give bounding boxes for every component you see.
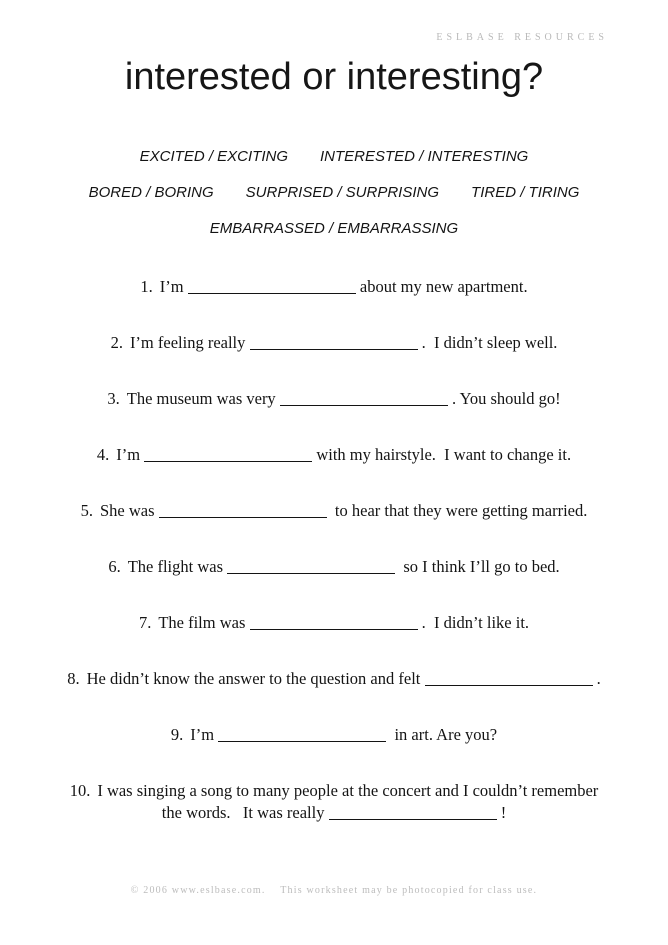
question-text: I’m <box>116 445 145 464</box>
question-number: 8. <box>67 669 80 688</box>
question-item <box>0 444 668 466</box>
word-bank <box>0 146 668 254</box>
question-number: 2. <box>110 333 123 352</box>
word-bank-pair: TIRED / TIRING <box>471 184 580 201</box>
question-item <box>0 556 668 578</box>
answer-blank <box>144 449 312 462</box>
question-text: The film was <box>158 613 250 632</box>
question-line <box>0 444 668 466</box>
question-text: I’m <box>159 277 188 296</box>
page-title: interested or interesting? <box>124 56 544 98</box>
answer-blank <box>159 505 327 518</box>
question-item <box>0 332 668 354</box>
question-text: She was <box>100 501 159 520</box>
answer-blank <box>188 281 356 294</box>
question-item <box>0 388 668 410</box>
answer-blank <box>329 807 497 820</box>
question-line <box>0 556 668 578</box>
question-text: . You should go! <box>447 389 561 408</box>
question-text: I’m <box>190 725 219 744</box>
word-bank-line <box>0 218 668 240</box>
question-line <box>0 388 668 410</box>
question-number: 9. <box>170 725 184 744</box>
question-text: I was singing a song to many people at the concert and I couldn’t remember <box>97 781 599 800</box>
question-line <box>0 802 668 824</box>
question-text: . <box>592 669 601 688</box>
question-line <box>0 500 668 522</box>
question-line <box>0 276 668 298</box>
question-line <box>0 612 668 634</box>
answer-blank <box>227 561 395 574</box>
question-text: He didn’t know the answer to the question and felt <box>86 669 425 688</box>
question-text: the words. It was really <box>161 803 329 822</box>
question-number: 5. <box>80 501 93 520</box>
word-bank-pair: INTERESTED / INTERESTING <box>320 148 529 165</box>
question-text: The museum was very <box>126 389 280 408</box>
word-bank-pair: EMBARRASSED / EMBARRASSING <box>209 220 459 237</box>
question-number: 6. <box>108 557 121 576</box>
word-bank-pair: EXCITED / EXCITING <box>139 148 288 165</box>
word-bank-line <box>0 146 668 168</box>
question-item <box>0 612 668 634</box>
questions-list <box>0 276 668 858</box>
question-number: 10. <box>69 781 91 800</box>
answer-blank <box>250 617 418 630</box>
answer-blank <box>250 337 418 350</box>
answer-blank <box>425 673 593 686</box>
question-text: with my hairstyle. I want to change it. <box>312 445 572 464</box>
question-item <box>0 780 668 824</box>
question-text: I’m feeling really <box>129 333 250 352</box>
question-number: 7. <box>138 613 152 632</box>
question-number: 1. <box>140 277 153 296</box>
footer-copyright: © 2006 www.eslbase.com. This worksheet may be photocopied for class use. <box>130 885 538 896</box>
answer-blank <box>280 393 448 406</box>
answer-blank <box>218 729 386 742</box>
brand-header: ESLBASE RESOURCES <box>436 32 608 43</box>
question-line <box>0 668 668 690</box>
question-text: so I think I’ll go to bed. <box>395 557 560 576</box>
question-text: ! <box>496 803 507 822</box>
question-item <box>0 500 668 522</box>
word-bank-pair: BORED / BORING <box>88 184 214 201</box>
question-text: . I didn’t sleep well. <box>417 333 558 352</box>
word-bank-pair: SURPRISED / SURPRISING <box>245 184 440 201</box>
question-number: 3. <box>107 389 120 408</box>
question-line <box>0 724 668 746</box>
question-item <box>0 276 668 298</box>
question-item <box>0 668 668 690</box>
question-text: . I didn’t like it. <box>417 613 530 632</box>
question-item <box>0 724 668 746</box>
question-line <box>0 780 668 802</box>
question-line <box>0 332 668 354</box>
question-text: The flight was <box>127 557 228 576</box>
question-text: in art. Are you? <box>386 725 498 744</box>
word-bank-line <box>0 182 668 204</box>
question-number: 4. <box>96 445 110 464</box>
question-text: to hear that they were getting married. <box>326 501 588 520</box>
question-text: about my new apartment. <box>355 277 528 296</box>
